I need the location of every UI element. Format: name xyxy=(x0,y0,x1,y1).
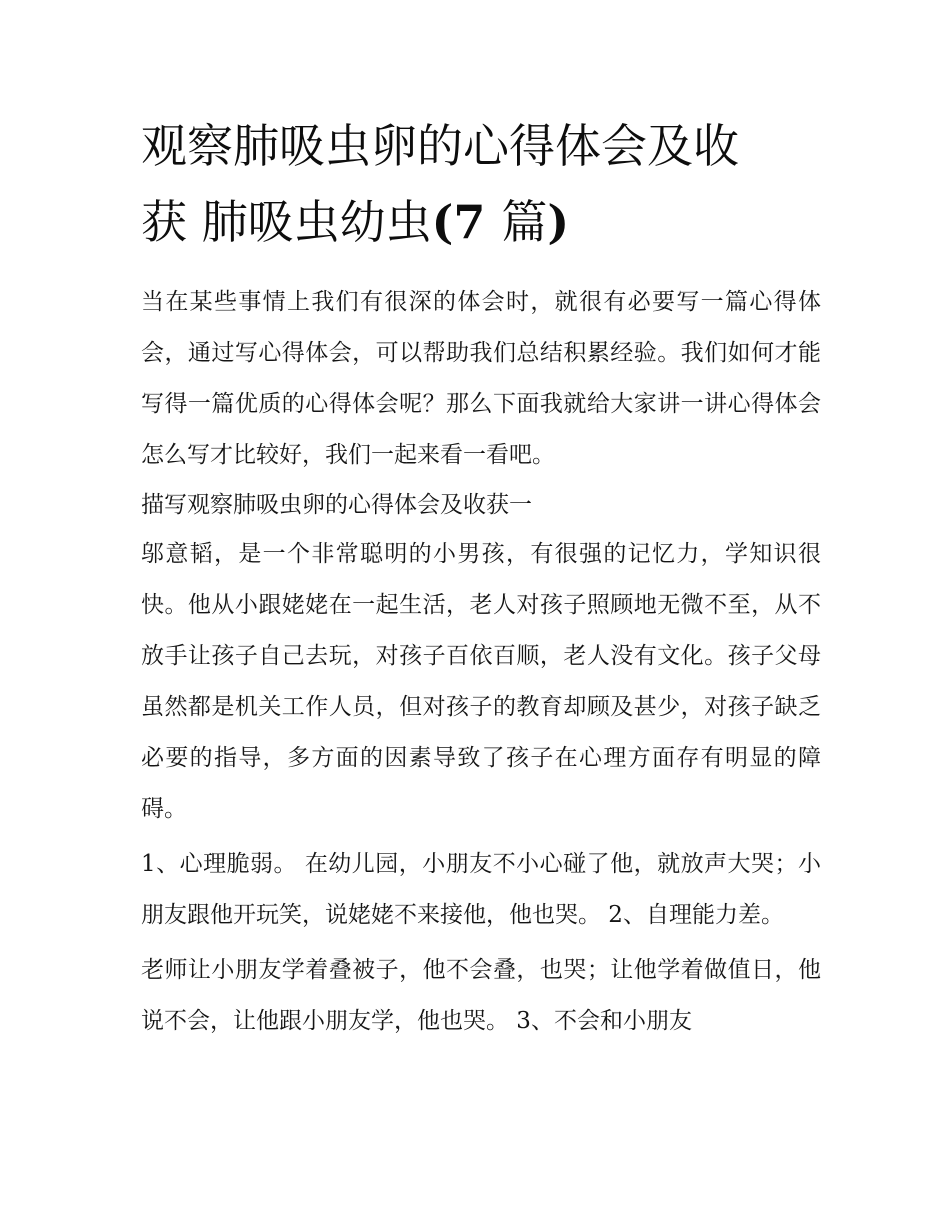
document-content xyxy=(141,108,821,1047)
title-line-2-part-2: (7 xyxy=(431,195,502,249)
paragraph-points-1-2: 1、心理脆弱。 在幼儿园，小朋友不小心碰了他，就放声大哭；小朋友跟他开玩笑，说姥姥不来接他，他也哭。 2、自理能力差。 xyxy=(141,851,821,928)
section-heading: 描写观察肺吸虫卵的心得体会及收获一 xyxy=(141,492,532,518)
document-title xyxy=(141,108,821,260)
title-line-1: 观察肺吸虫卵的心得体会及收 xyxy=(141,119,739,173)
paragraph-story: 邬意韬，是一个非常聪明的小男孩，有很强的记忆力，学知识很快。他从小跟姥姥在一起生活，老人对孩子照顾地无微不至，从不放手让孩子自己去玩，对孩子百依百顺，老人没有文化。孩子父母虽然都是机关工作人员，但对孩子的教育却顾及甚少，对孩子缺乏必要的指导，多方面的因素导致了孩子在心理方面存有明显的障碍。 xyxy=(141,541,821,822)
title-line-2-part-3: 篇 xyxy=(501,195,548,249)
title-line-2-part-4: ) xyxy=(547,195,570,249)
paragraph-intro: 当在某些事情上我们有很深的体会时，就很有必要写一篇心得体会，通过写心得体会，可以帮助我们总结积累经验。我们如何才能写得一篇优质的心得体会呢？那么下面我就给大家讲一讲心得体会怎么写才比较好，我们一起来看一看吧。 xyxy=(141,289,821,468)
paragraph-points-3: 老师让小朋友学着叠被子，他不会叠，也哭；让他学着做值日，他说不会，让他跟小朋友学，他也哭。 3、不会和小朋友 xyxy=(141,957,821,1034)
document-body xyxy=(141,277,821,1047)
title-line-2-part-1: 获 肺吸虫幼虫 xyxy=(141,195,432,249)
